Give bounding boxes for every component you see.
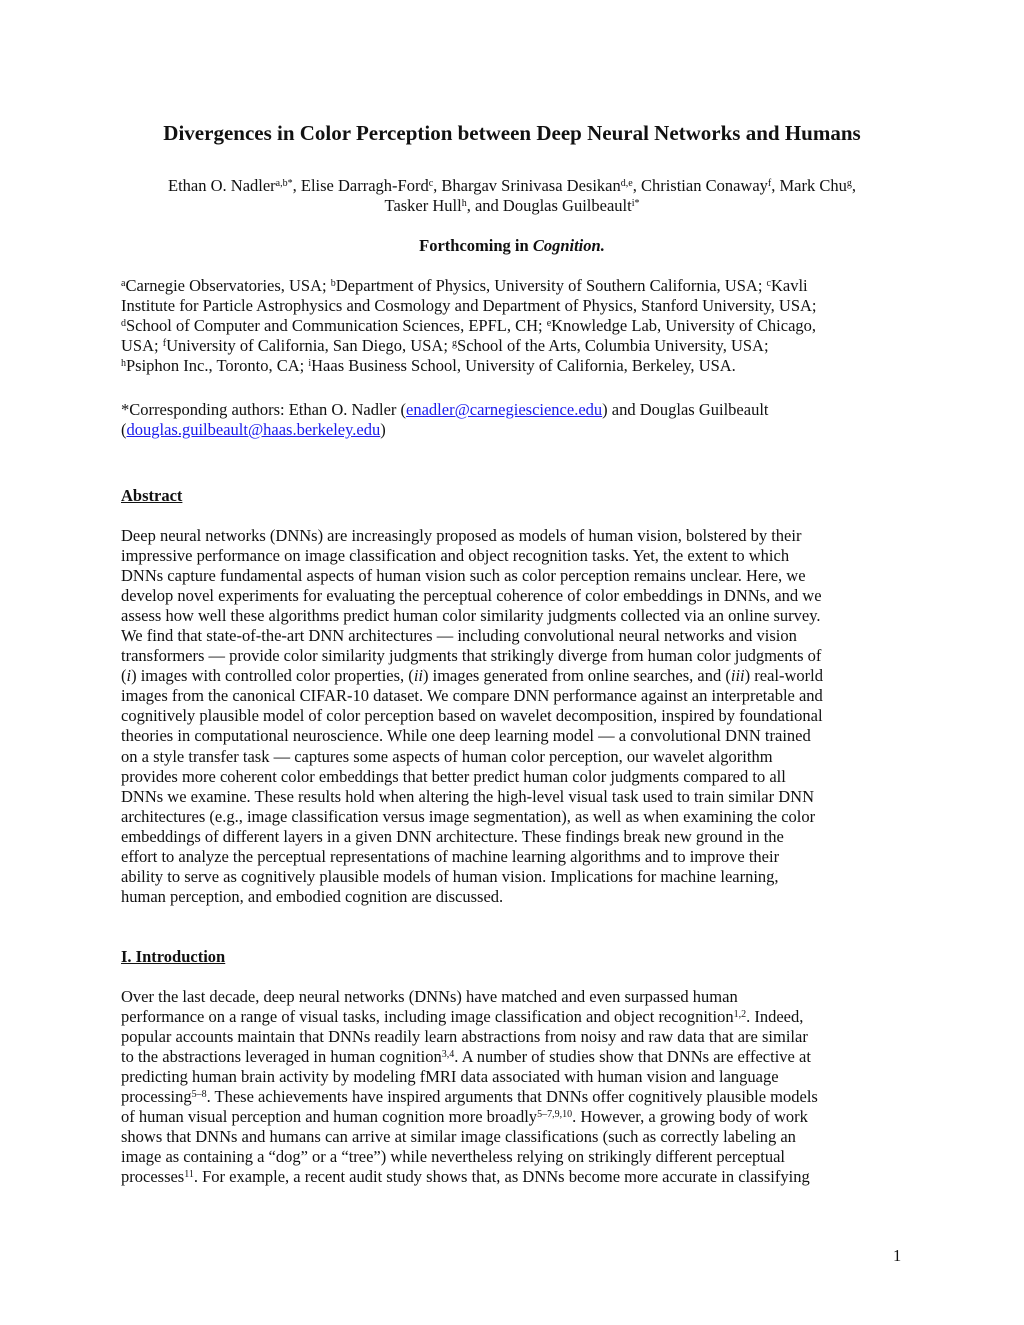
- text-span: Deep neural networks (DNNs) are increasingly proposed as models of human vision, bolstered by their: [121, 526, 802, 545]
- text-line: [121, 400, 921, 420]
- text-line: [121, 1067, 921, 1087]
- text-span: . For example, a recent audit study shows that, as DNNs become more accurate in classifying: [193, 1167, 810, 1187]
- text-span: Knowledge Lab, University of Chicago,: [551, 316, 817, 336]
- text-line: [121, 666, 921, 686]
- text-span: Department of Physics, University of Southern California, USA;: [335, 276, 767, 295]
- text-line: [121, 706, 921, 726]
- text-span: images from the canonical CIFAR-10 dataset. We compare DNN performance against an interpretable and: [121, 686, 823, 706]
- text-line: [121, 847, 921, 867]
- superscript: c: [766, 278, 771, 289]
- text-span: We find that state-of-the-art DNN architectures — including convolutional neural networks and vision: [121, 626, 797, 646]
- text-span: , Mark Chu: [771, 176, 847, 195]
- text-span: USA;: [121, 336, 163, 356]
- text-span: DNNs capture fundamental aspects of human vision such as color perception remains unclear. Here, we: [121, 566, 806, 586]
- superscript: f: [162, 338, 167, 350]
- text-line: [121, 646, 921, 666]
- text-span: on a style transfer task — captures some aspects of human color perception, our wavelet algorithm: [121, 746, 773, 766]
- text-line: [121, 1127, 921, 1147]
- corresponding-authors: [121, 400, 921, 440]
- text-line: [121, 686, 921, 706]
- text-line: [121, 1087, 921, 1107]
- text-span: . A number of studies show that DNNs are effective at: [454, 1047, 811, 1067]
- paper-title: Divergences in Color Perception between Deep Neural Networks and Humans: [163, 121, 861, 145]
- text-span: Over the last decade, deep neural networks (DNNs) have matched and even surpassed human: [121, 987, 738, 1006]
- text-span: . However, a growing body of work: [572, 1107, 808, 1127]
- text-span: develop novel experiments for evaluating the perceptual coherence of color embeddings in DNNs, and we: [121, 586, 822, 606]
- text-span: Kavli: [770, 276, 808, 295]
- text-span: Tasker Hull: [384, 196, 462, 215]
- superscript: 1,2: [733, 1009, 747, 1021]
- text-span: of human visual perception and human cognition more broadly: [121, 1107, 538, 1127]
- superscript: d: [121, 318, 126, 330]
- text-line: [121, 296, 921, 316]
- text-span: , and Douglas Guilbeault: [466, 196, 632, 215]
- text-span: School of the Arts, Columbia University, USA;: [457, 336, 769, 356]
- superscript: 11: [184, 1169, 194, 1181]
- text-line: [0, 236, 1024, 256]
- text-span: human perception, and embodied cognition are discussed.: [121, 886, 504, 906]
- text-span: , Elise Darragh-Ford: [292, 176, 429, 195]
- text-span: . These achievements have inspired arguments that DNNs offer cognitively plausible models: [206, 1087, 818, 1107]
- text-line: [121, 887, 921, 907]
- text-span: School of Computer and Communication Sciences, EPFL, CH;: [126, 316, 547, 336]
- text-line: [121, 356, 921, 376]
- text-span: assess how well these algorithms predict human color similarity judgments collected via an online survey.: [121, 606, 821, 626]
- superscript: g: [452, 338, 458, 350]
- text-span: provides more coherent color embeddings that better predict human color judgments compared to all: [121, 766, 786, 786]
- text-line: [121, 606, 921, 626]
- text-span: University of California, San Diego, USA;: [166, 336, 453, 356]
- text-span: DNNs we examine. These results hold when altering the high-level visual task used to train similar DNN: [121, 786, 814, 806]
- superscript: e: [546, 318, 552, 330]
- text-line: [121, 526, 921, 546]
- text-span: (: [121, 666, 127, 686]
- abstract-heading: Abstract: [121, 486, 183, 505]
- superscript: d,e: [620, 178, 633, 189]
- superscript: a: [121, 278, 126, 289]
- text-line: [0, 176, 1024, 196]
- introduction-body: [121, 987, 921, 1187]
- text-line: [121, 1007, 921, 1027]
- text-span: effort to analyze the perceptual representations of machine learning algorithms and to improve their: [121, 846, 780, 866]
- text-span: processes: [121, 1167, 185, 1187]
- superscript: c: [428, 178, 434, 189]
- text-span: . Indeed,: [746, 1007, 804, 1027]
- superscript: g: [846, 178, 852, 189]
- italic-text: iii: [730, 666, 745, 686]
- text-span: theories in computational neuroscience. While one deep learning model — a convolutional DNN trained: [121, 726, 811, 746]
- text-line: [121, 987, 921, 1007]
- text-line: [121, 626, 921, 646]
- text-span: impressive performance on image classification and object recognition tasks. Yet, the extent to which: [121, 546, 790, 566]
- text-line: [121, 316, 921, 336]
- text-line: [121, 787, 921, 807]
- text-span: Ethan O. Nadler: [168, 176, 276, 195]
- text-line: [121, 1107, 921, 1127]
- text-line: [121, 827, 921, 847]
- text-line: [121, 747, 921, 767]
- author-list: [0, 176, 1024, 216]
- superscript: 5–7,9,10: [537, 1109, 573, 1121]
- affiliations: [121, 276, 921, 376]
- text-span: ) images with controlled color properties, (: [131, 666, 414, 686]
- publication-note: [0, 236, 1024, 256]
- text-span: ) and Douglas Guilbeault: [602, 400, 769, 419]
- superscript: i*: [631, 198, 640, 209]
- text-span: , Bhargav Srinivasa Desikan: [433, 176, 621, 195]
- text-span: to the abstractions leveraged in human cognition: [121, 1047, 442, 1067]
- text-span: ability to serve as cognitively plausible models of human vision. Implications for machine learning,: [121, 866, 779, 886]
- superscript: f: [767, 178, 772, 189]
- superscript: h: [461, 198, 467, 209]
- text-line: [121, 276, 921, 296]
- text-line: [121, 566, 921, 586]
- text-span: image as containing a “dog” or a “tree”) while nevertheless relying on strikingly different perceptual: [121, 1147, 786, 1167]
- journal-name: Cognition.: [532, 236, 605, 255]
- text-line: [121, 1147, 921, 1167]
- text-line: [121, 336, 921, 356]
- email-link[interactable]: enadler@carnegiescience.edu: [406, 400, 603, 419]
- text-span: predicting human brain activity by modeling fMRI data associated with human vision and language: [121, 1067, 779, 1087]
- text-span: Carnegie Observatories, USA;: [125, 276, 331, 295]
- text-line: [0, 196, 1024, 216]
- text-span: processing: [121, 1087, 192, 1107]
- text-span: architectures (e.g., image classification versus image segmentation), as well as when examining the color: [121, 806, 816, 826]
- text-line: [121, 586, 921, 606]
- superscript: a,b*: [275, 178, 293, 189]
- superscript: i: [308, 358, 312, 370]
- superscript: b: [330, 278, 336, 289]
- italic-text: ii: [413, 666, 423, 686]
- text-span: popular accounts maintain that DNNs readily learn abstractions from noisy and raw data that are similar: [121, 1027, 808, 1047]
- text-span: transformers — provide color similarity judgments that strikingly diverge from human color judgments of: [121, 646, 822, 666]
- text-line: [121, 726, 921, 746]
- italic-text: i: [126, 666, 132, 686]
- bold-text: Forthcoming in: [419, 236, 533, 255]
- superscript: 3,4: [441, 1049, 455, 1061]
- page-number: 1: [893, 1246, 902, 1265]
- text-span: ) real-world: [744, 666, 823, 686]
- text-line: [121, 546, 921, 566]
- text-span: shows that DNNs and humans can arrive at similar image classifications (such as correctly labeling an: [121, 1127, 796, 1147]
- superscript: h: [121, 358, 126, 370]
- text-span: *Corresponding authors: Ethan O. Nadler (: [121, 400, 407, 419]
- text-span: Haas Business School, University of California, Berkeley, USA.: [311, 356, 736, 376]
- text-span: ) images generated from online searches, and (: [422, 666, 731, 686]
- text-span: performance on a range of visual tasks, including image classification and object recognition: [121, 1007, 734, 1027]
- text-span: (: [121, 420, 127, 440]
- abstract-body: [121, 526, 921, 907]
- email-link[interactable]: douglas.guilbeault@haas.berkeley.edu: [126, 420, 381, 440]
- text-span: Psiphon Inc., Toronto, CA;: [126, 356, 309, 376]
- text-line: [121, 807, 921, 827]
- introduction-heading: I. Introduction: [121, 947, 226, 966]
- text-line: [121, 867, 921, 887]
- text-line: [121, 767, 921, 787]
- text-line: [121, 1047, 921, 1067]
- text-span: ,: [851, 176, 856, 195]
- text-line: [121, 1167, 921, 1187]
- text-line: [121, 420, 921, 440]
- text-span: , Christian Conaway: [632, 176, 768, 195]
- text-span: Institute for Particle Astrophysics and Cosmology and Department of Physics, Stanford University, USA;: [121, 296, 817, 316]
- superscript: 5–8: [191, 1089, 207, 1101]
- text-span: cognitively plausible model of color perception based on wavelet decomposition, inspired by foundational: [121, 706, 823, 726]
- text-span: embeddings of different layers in a given DNN architecture. These findings break new ground in the: [121, 826, 784, 846]
- text-line: [121, 1027, 921, 1047]
- text-span: ): [380, 420, 386, 440]
